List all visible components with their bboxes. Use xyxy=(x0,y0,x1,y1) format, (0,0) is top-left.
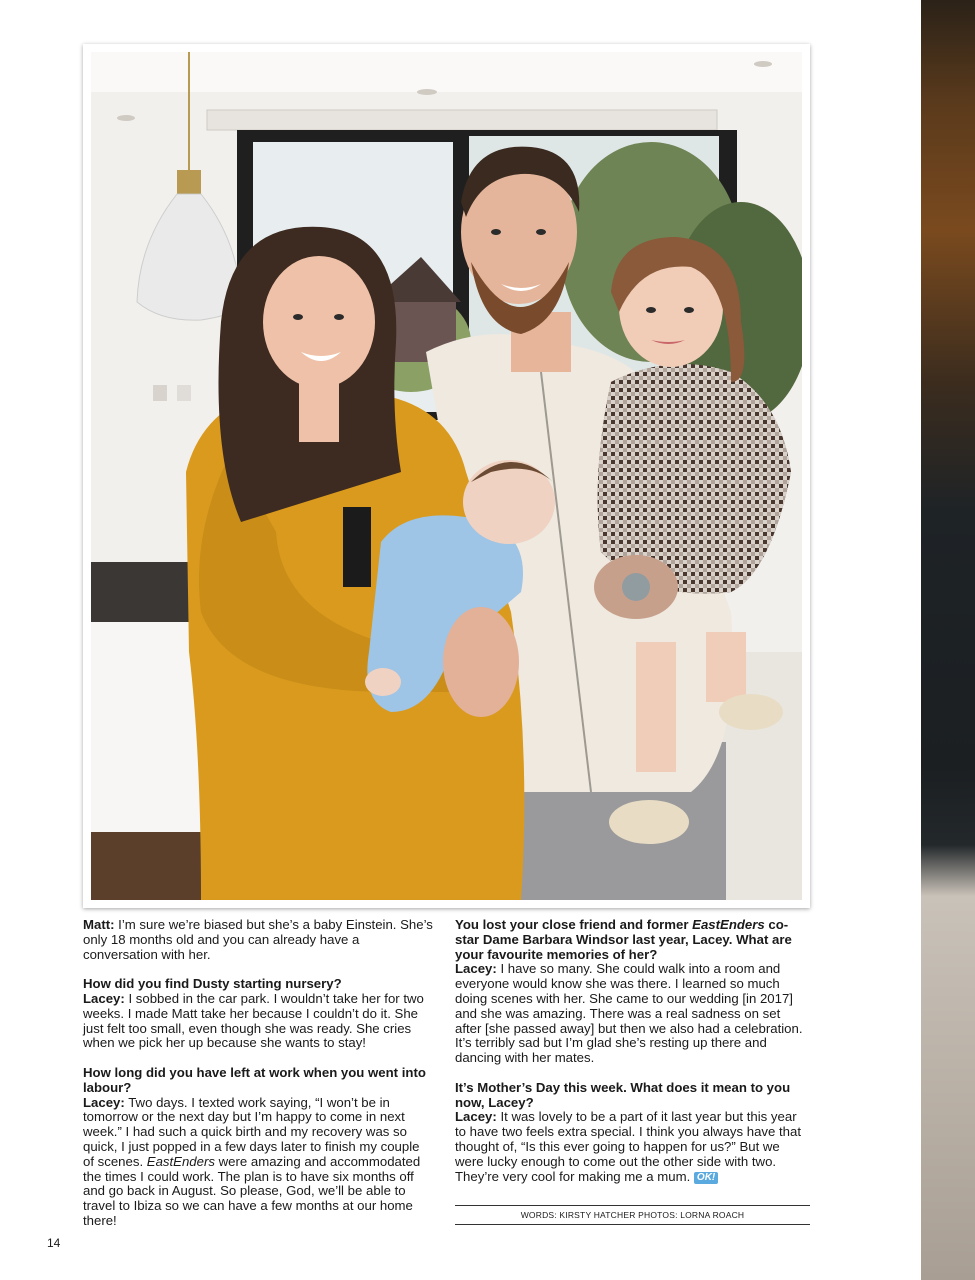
speaker-label: Matt: xyxy=(83,917,115,932)
answer-text: Two days. I texted work saying, “I won’t be in tomorrow or the next day but I’m happy to come in next week.” I had such a quick birth and my recovery was so quick, I just popped in a few days later to finish my couple of scenes. xyxy=(83,1094,420,1169)
adjacent-page-edge xyxy=(921,0,975,1280)
answer-text: were amazing and accommodated the times I could work. The plan is to have six months off and go back in August. So please, God, we’ll be able to travel to Ibiza so we can have a few months at our home there! xyxy=(83,1153,421,1228)
photo-credits: WORDS: KIRSTY HATCHER PHOTOS: LORNA ROACH xyxy=(455,1205,810,1225)
paragraph xyxy=(455,1081,810,1185)
family-photo-illustration xyxy=(91,52,802,900)
answer-text: It was lovely to be a part of it last year but this year to have two feels extra special. I think you always have that thought of, “Is this ever going to happen for us?” But we were lucky enough to come out the other side with two. They’re very cool for making me a mum. xyxy=(455,1109,801,1184)
question: How long did you have left at work when you went into labour? xyxy=(83,1064,426,1095)
family-photo xyxy=(91,52,802,900)
question: You lost your close friend and former EastEnders co-star Dame Barbara Windsor last year, Lacey. What are your favourite memories of her? xyxy=(455,917,792,962)
paragraph xyxy=(83,918,433,962)
answer-text: I sobbed in the car park. I wouldn’t take her for two weeks. I made Matt take her because I couldn’t do it. She just felt too small, even though she was ready. She cries when we pick her up because she wants to stay! xyxy=(83,990,424,1051)
paragraph xyxy=(83,977,433,1051)
page-number: 14 xyxy=(47,1236,61,1250)
left-text-column xyxy=(83,918,433,1244)
answer-text: I’m sure we’re biased but she’s a baby Einstein. She’s only 18 months old and you can already have a conversation with her. xyxy=(83,917,433,962)
speaker-label: Lacey: xyxy=(83,990,125,1006)
question: It’s Mother’s Day this week. What does it mean to you now, Lacey? xyxy=(455,1079,791,1110)
family-photo-frame xyxy=(83,44,810,908)
speaker-label: Lacey: xyxy=(455,961,497,977)
paragraph xyxy=(455,918,810,1066)
answer-text: I have so many. She could walk into a room and everyone would know she was there. I learned so much doing scenes with her. She came to our wedding [in 2017] and she was amazing. There was a real sadness on set after [she passed away] but then we also had a celebration. It’s terribly sad but I’m glad she’s resting up there and dancing with her mates. xyxy=(455,961,803,1066)
show-title: EastEnders xyxy=(146,1153,215,1169)
speaker-label: Lacey: xyxy=(83,1094,125,1110)
show-title: EastEnders xyxy=(692,917,765,932)
right-text-column xyxy=(455,918,810,1199)
question: How did you find Dusty starting nursery? xyxy=(83,976,342,992)
speaker-label: Lacey: xyxy=(455,1109,497,1125)
paragraph xyxy=(83,1066,433,1229)
ok-end-badge: OK! xyxy=(694,1172,718,1184)
